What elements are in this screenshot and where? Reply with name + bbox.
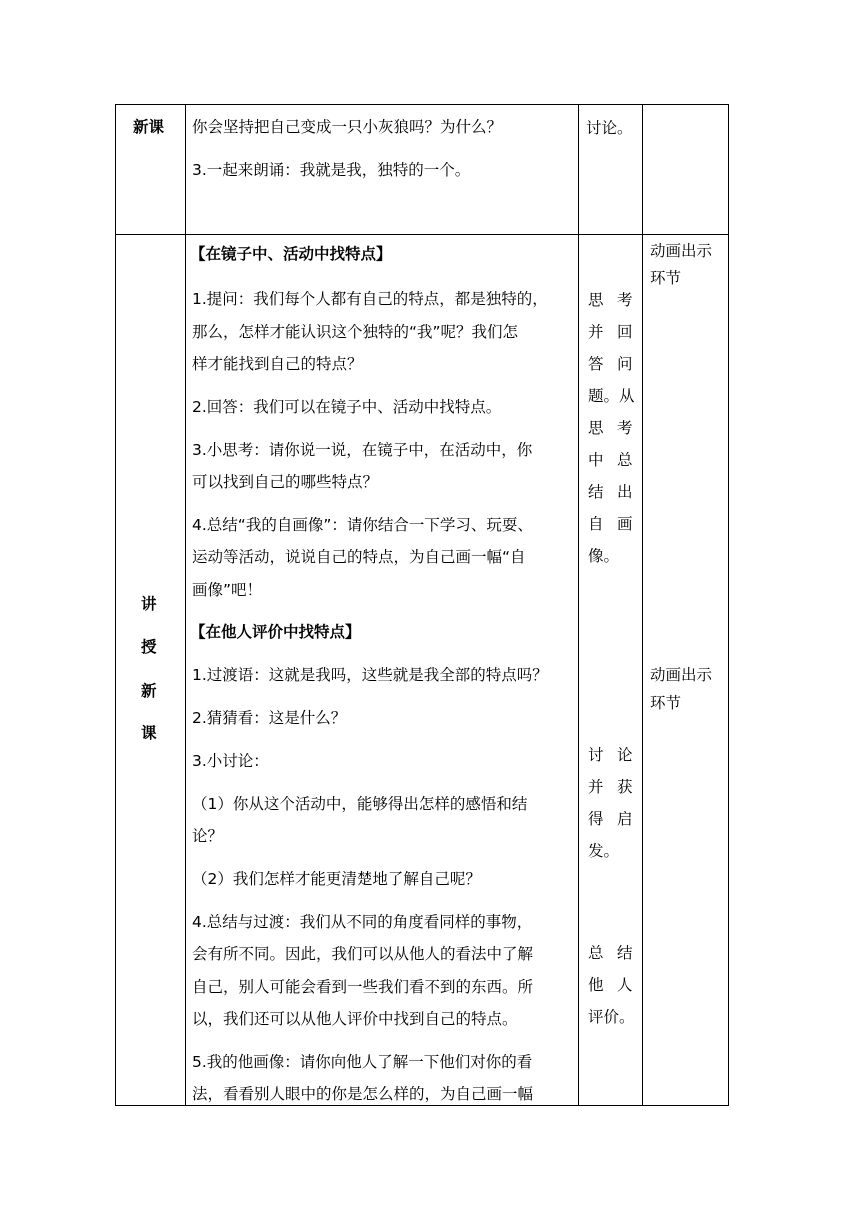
section2-line: 法，看看别人眼中的你是怎么样的，为自己画一幅	[192, 1085, 534, 1103]
student-block1-char: 中	[588, 451, 604, 469]
student-block1-char: 出	[617, 483, 633, 501]
student-block1-char: 并	[588, 323, 604, 341]
section1-line: 4.总结“我的自画像”：请你结合一下学习、玩耍、	[192, 516, 533, 534]
stage-char-4: 课	[141, 724, 157, 742]
student-block3-char: 总	[588, 944, 604, 962]
student-block1-char: 总	[617, 451, 633, 469]
row1-student-activity: 讨论。	[586, 119, 633, 137]
section1-line: 2.回答：我们可以在镜子中、活动中找特点。	[192, 398, 502, 416]
student-block1-char: 思	[588, 291, 604, 309]
student-block1-char: 结	[588, 483, 604, 501]
section2-line: 会有所不同。因此，我们可以从他人的看法中了解	[192, 945, 534, 963]
section1-line: 1.提问：我们每个人都有自己的特点，都是独特的，	[192, 290, 548, 308]
section2-line: 3.小讨论：	[192, 752, 269, 770]
stage-char-3: 新	[141, 682, 157, 700]
section2-line: 论？	[192, 827, 224, 845]
student-block1-char: 像。	[588, 547, 620, 565]
section2-line: 以，我们还可以从他人评价中找到自己的特点。	[192, 1010, 518, 1028]
stage-char-1: 讲	[141, 595, 157, 613]
student-block2-char: 并	[588, 778, 604, 796]
section2-line: （2）我们怎样才能更清楚地了解自己呢？	[192, 870, 481, 888]
row1-content-line-1: 你会坚持把自己变成一只小灰狼吗？为什么？	[192, 118, 503, 136]
section1-line: 画像”吧！	[192, 581, 263, 599]
student-block1-char: 问	[617, 355, 633, 373]
student-block2-char: 启	[617, 810, 633, 828]
column-divider-1	[185, 104, 186, 1106]
table-top-border	[115, 104, 729, 105]
section1-line: 样才能找到自己的特点？	[192, 355, 363, 373]
section-title-mirror-activity: 【在镜子中、活动中找特点】	[190, 245, 392, 263]
section2-line: （1）你从这个活动中，能够得出怎样的感悟和结	[192, 795, 528, 813]
row-divider	[115, 234, 729, 235]
student-block2-char: 发。	[588, 842, 620, 860]
section1-line: 可以找到自己的哪些特点？	[192, 473, 379, 491]
table-left-border	[115, 104, 116, 1106]
row1-content-line-2: 3.一起来朗诵：我就是我，独特的一个。	[192, 161, 471, 179]
section2-line: 5.我的他画像：请你向他人了解一下他们对你的看	[192, 1053, 533, 1071]
student-block2-char: 得	[588, 810, 604, 828]
section-title-others-evaluation: 【在他人评价中找特点】	[190, 623, 361, 641]
student-block2-char: 论	[617, 746, 633, 764]
section1-line: 运动等活动，说说自己的特点，为自己画一幅“自	[192, 548, 526, 566]
student-block1-char: 答	[588, 355, 604, 373]
student-block1-char: 思	[588, 419, 604, 437]
note-stage-2: 环节	[650, 694, 682, 712]
section2-line: 自己，别人可能会看到一些我们看不到的东西。所	[192, 978, 534, 996]
student-block2-char: 讨	[588, 746, 604, 764]
stage-char-2: 授	[141, 638, 157, 656]
note-stage-1: 环节	[650, 269, 682, 287]
column-divider-3	[642, 104, 643, 1106]
column-divider-2	[578, 104, 579, 1106]
student-block3-char: 他	[588, 976, 604, 994]
student-block1-char: 考	[617, 419, 633, 437]
student-block1-char: 自	[588, 515, 604, 533]
student-block3-char: 人	[617, 976, 633, 994]
student-block2-char: 获	[617, 778, 633, 796]
table-right-border	[728, 104, 729, 1106]
student-block3-char: 结	[617, 944, 633, 962]
student-block3-char: 评价。	[588, 1008, 635, 1026]
student-block1-char: 画	[617, 515, 633, 533]
student-block1-char: 回	[617, 323, 633, 341]
stage-label-new-lesson: 新课	[133, 118, 165, 136]
section1-line: 3.小思考：请你说一说，在镜子中，在活动中，你	[192, 441, 533, 459]
student-block1-char: 考	[617, 291, 633, 309]
student-block1-char: 题。从	[588, 387, 635, 405]
table-bottom-border	[115, 1105, 729, 1106]
section2-line: 2.猜猜看：这是什么？	[192, 709, 347, 727]
section2-line: 4.总结与过渡：我们从不同的角度看同样的事物，	[192, 913, 533, 931]
note-animation-1: 动画出示	[650, 242, 713, 260]
section1-line: 那么，怎样才能认识这个独特的“我”呢？我们怎	[192, 323, 519, 341]
section2-line: 1.过渡语：这就是我吗，这些就是我全部的特点吗？	[192, 666, 548, 684]
note-animation-2: 动画出示	[650, 666, 713, 684]
